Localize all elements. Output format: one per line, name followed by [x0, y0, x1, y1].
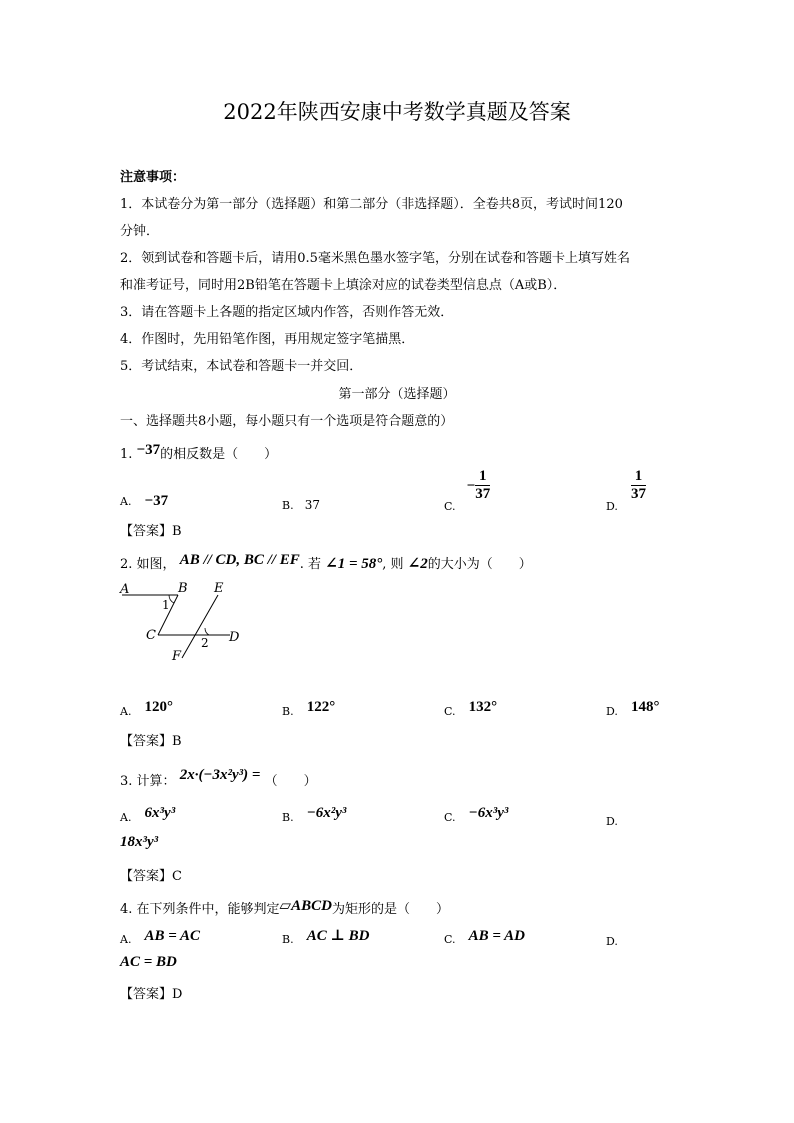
fraction: [631, 468, 646, 503]
label-A: A: [120, 582, 130, 597]
label-1: 1: [162, 598, 170, 612]
question-3: [120, 767, 317, 790]
q2-angle-expression: ∠1 = 58°: [325, 556, 383, 572]
q2-number: 2. 如图，: [120, 557, 176, 572]
label-C: C: [146, 628, 156, 643]
q4-option-d-value: AC = BD: [120, 954, 177, 970]
q4-option-c: [444, 928, 525, 948]
question-1: [120, 443, 277, 463]
q2-answer: 【答案】B: [120, 734, 182, 749]
q3-expression: 2x·(−3x²y³) =: [179, 767, 261, 783]
note-2-line-2: 和准考证号，同时用2B铅笔在答题卡上填涂对应的试卷类型信息点（A或B）．: [120, 278, 567, 293]
option-label: C.: [444, 500, 456, 513]
denominator: 37: [631, 486, 647, 502]
option-value: AB = AD: [468, 928, 525, 944]
section-heading: 一、选择题共8小题，每小题只有一个选项是符合题意的）: [120, 414, 454, 429]
label-B: B: [178, 581, 188, 596]
label-E: E: [214, 581, 224, 596]
fraction: [475, 468, 490, 503]
option-label: C.: [444, 811, 456, 824]
option-value: 148°: [631, 699, 660, 715]
label-D: D: [229, 630, 240, 645]
note-1-line-2: 分钟．: [120, 224, 160, 239]
notes-heading: 注意事项：: [120, 170, 186, 185]
q1-option-b: [282, 494, 320, 513]
q1-option-c: [444, 468, 491, 513]
denominator: 37: [475, 486, 491, 502]
q3-option-c: [444, 806, 508, 826]
question-4: [120, 898, 449, 918]
option-label: D.: [606, 500, 618, 513]
q1-text: 的相反数是（ ）: [160, 447, 278, 462]
q2-option-d: [606, 700, 660, 720]
q4-option-d-label: [606, 930, 618, 949]
q1-option-a: [120, 490, 168, 510]
label-F: F: [172, 649, 182, 663]
q4-option-a: [120, 928, 200, 948]
q3-number: 3. 计算：: [120, 774, 176, 789]
note-4: 4．作图时，先用铅笔作图，再用规定签字笔描黑．: [120, 332, 415, 347]
option-label: A.: [120, 811, 132, 824]
q3-text: （ ）: [264, 774, 317, 789]
question-2: [120, 553, 532, 573]
option-label: D.: [606, 935, 618, 948]
option-label: B.: [282, 705, 294, 718]
page-title: 2022年陕西安康中考数学真题及答案: [223, 100, 571, 124]
option-value: −6x²y³: [306, 805, 347, 821]
q4-number: 4. 在下列条件中，能够判定: [120, 902, 280, 917]
option-label: B.: [282, 811, 294, 824]
option-value: 132°: [468, 699, 498, 715]
option-value: 6x³y³: [144, 805, 176, 821]
q4-option-b: [282, 928, 369, 948]
option-label: C.: [444, 933, 456, 946]
option-label: B.: [282, 933, 294, 946]
q4-answer: 【答案】D: [120, 987, 183, 1002]
q2-text: . 若: [299, 557, 321, 572]
note-3: 3．请在答题卡上各题的指定区域内作答，否则作答无效．: [120, 305, 454, 320]
q2-angle-2: ∠2: [407, 556, 428, 572]
option-value: AB = AC: [144, 928, 201, 944]
q3-option-d-value: 18x³y³: [120, 834, 159, 850]
q1-expression: −37: [136, 442, 161, 458]
option-label: C.: [444, 705, 456, 718]
option-label: D.: [606, 815, 618, 828]
q3-option-b: [282, 806, 346, 826]
q4-expression: ▱ABCD: [279, 898, 332, 914]
numerator: 1: [631, 468, 646, 486]
note-5: 5．考试结束，本试卷和答题卡一并交回．: [120, 359, 363, 374]
option-value: 120°: [144, 699, 174, 715]
q2-figure: [116, 578, 246, 663]
q1-answer: 【答案】B: [120, 524, 182, 539]
option-value: AC ⊥ BD: [306, 928, 370, 944]
label-2: 2: [201, 636, 209, 650]
option-value: −6x³y³: [468, 805, 509, 821]
q4-text: 为矩形的是（ ）: [331, 902, 449, 917]
q2-expression: AB // CD, BC // EF: [179, 552, 300, 568]
q2-text: , 则: [382, 557, 404, 572]
option-label: D.: [606, 705, 618, 718]
option-label: A.: [120, 705, 132, 718]
note-2-line-1: 2．领到试卷和答题卡后，请用0.5毫米黑色墨水签字笔，分别在试卷和答题卡上填写姓名: [120, 251, 630, 266]
q2-option-a: [120, 700, 173, 720]
option-sign: −: [466, 478, 476, 494]
q3-answer: 【答案】C: [120, 869, 182, 884]
option-value: 122°: [306, 699, 336, 715]
option-value: −37: [144, 493, 169, 509]
option-label: B.: [282, 499, 294, 512]
q2-option-c: [444, 700, 497, 720]
q3-option-d-label: [606, 810, 618, 829]
q1-number: 1.: [120, 447, 133, 462]
note-1-line-1: 1．本试卷分为第一部分（选择题）和第二部分（非选择题）．全卷共8页，考试时间120: [120, 197, 623, 212]
q2-option-b: [282, 700, 335, 720]
q3-option-a: [120, 806, 175, 826]
numerator: 1: [475, 468, 490, 486]
option-label: A.: [120, 495, 132, 508]
option-value: 37: [304, 498, 320, 512]
q1-option-d: [606, 468, 647, 513]
part1-heading: 第一部分（选择题）: [338, 387, 456, 402]
option-label: A.: [120, 933, 132, 946]
q2-text: 的大小为（ ）: [427, 557, 532, 572]
